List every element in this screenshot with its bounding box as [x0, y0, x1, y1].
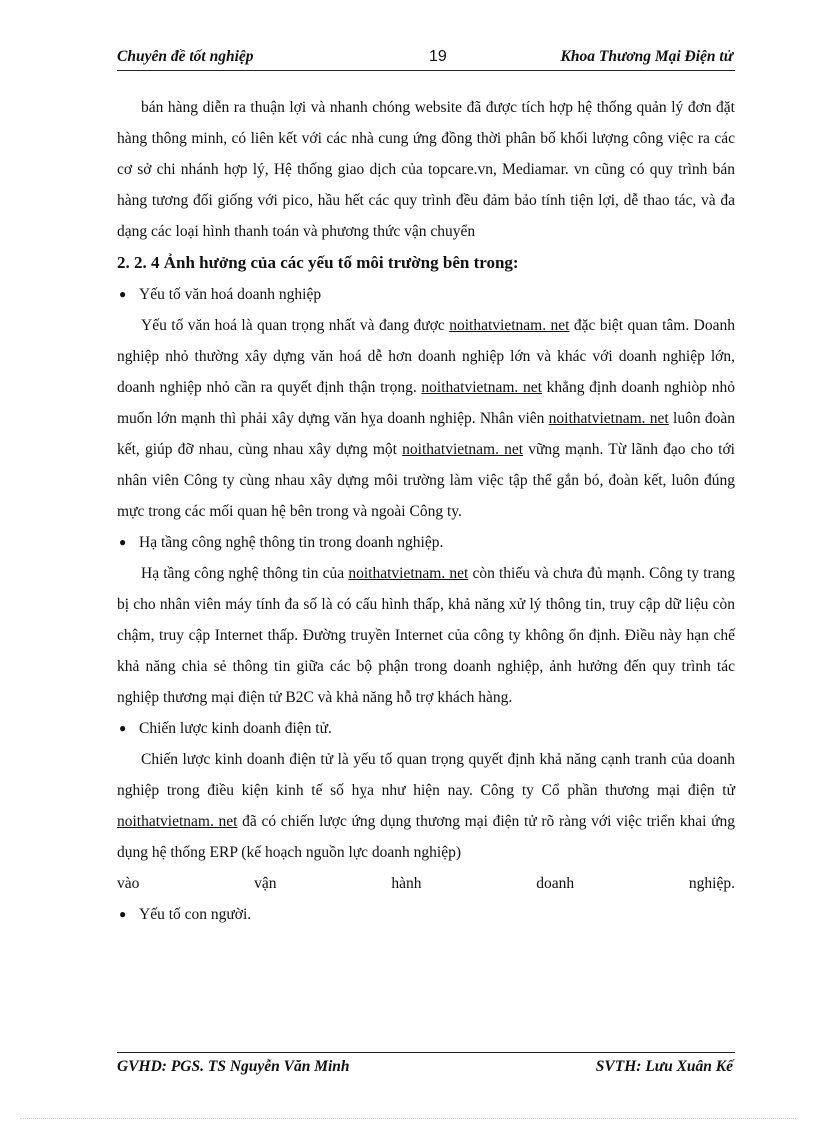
paragraph-1: bán hàng diễn ra thuận lợi và nhanh chóng website đã được tích hợp hệ thống quản lý đơn đặt hàng thông minh, có liên kết với các nhà cung ứng đồng thời phân bố khối lượng công việc ra các cơ sở chi nhánh hợp lý, Hệ thống giao dịch của topcare.vn, Mediamar. vn cũng có quy trình bán hàng tương đối giống với pico, hầu hết các quy trình đều đảm bảo tính tiện lợi, dễ thao tác, và đa dạng các loại hình thanh toán và phương thức vận chuyển: [117, 99, 735, 240]
paragraph-3: Hạ tầng công nghệ thông tin của noithatvietnam. net còn thiếu và chưa đủ mạnh. Công ty trang bị cho nhân viên máy tính đa số là có cấu hình thấp, khả năng xử lý thông tin, truy cập dữ liệu còn chậm, truy cập Internet thấp. Đường truyền Internet của công ty không ổn định. Điều này hạn chế khả năng chia sẻ thông tin giữa các bộ phận trong doanh nghiệp, ảnh hưởng đến quy trình tác nghiệp thương mại điện tử B2C và khả năng hỗ trợ khách hàng.: [117, 565, 735, 706]
site-link: noithatvietnam. net: [117, 813, 238, 830]
bullet-item-people: [117, 899, 735, 930]
site-link: noithatvietnam. net: [402, 441, 524, 458]
bullet-label: Hạ tầng công nghệ thông tin trong doanh nghiệp.: [139, 534, 444, 551]
footer-supervisor: GVHD: PGS. TS Nguyễn Văn Minh: [117, 1058, 350, 1075]
page-body: [117, 92, 735, 930]
bullet-label: Yếu tố con người.: [139, 906, 252, 923]
bullet-icon: ●: [119, 535, 127, 549]
footer-student: SVTH: Lưu Xuân Kế: [595, 1058, 733, 1075]
page-number: 19: [429, 48, 447, 65]
site-link: noithatvietnam. net: [348, 565, 469, 582]
header-course-title: Chuyên đề tốt nghiệp: [117, 48, 254, 65]
bullet-icon: ●: [119, 287, 127, 301]
bullet-item-ebusiness-strategy: [117, 713, 735, 744]
section-heading: 2. 2. 4 Ảnh hưởng của các yếu tố môi trường bên trong:: [117, 253, 519, 272]
bullet-item-culture: [117, 279, 735, 310]
site-link: noithatvietnam. net: [449, 317, 570, 334]
bullet-label: Chiến lược kinh doanh điện tử.: [139, 720, 332, 737]
bullet-label: Yếu tố văn hoá doanh nghiệp: [139, 286, 322, 303]
bullet-item-it-infrastructure: [117, 527, 735, 558]
paragraph-4-last-line: vào vận hành doanh nghiệp.: [117, 875, 735, 892]
paragraph-2: Yếu tố văn hoá là quan trọng nhất và đang được noithatvietnam. net đặc biệt quan tâm. Doanh nghiệp nhỏ thường xây dựng văn hoá dễ hơn doanh nghiệp lớn và khác với doanh nghiệp lớn, doanh nghiệp nhỏ cần ra quyết định thận trọng. noithatvietnam. net khẳng định doanh nghiòp nhỏ muốn lớn mạnh thì phải xây dựng văn hỵa doanh nghiệp. Nhân viên noithatvietnam. net luôn đoàn kết, giúp đỡ nhau, cùng nhau xây dựng một noithatvietnam. net vững mạnh. Từ lãnh đạo cho tới nhân viên Công ty cùng nhau xây dựng môi trường làm việc tập thể gắn bó, đoàn kết, luôn đúng mực trong các mối quan hệ bên trong và ngoài Công ty.: [117, 317, 735, 520]
header-faculty: Khoa Thương Mại Điện tử: [560, 48, 733, 65]
bullet-icon: ●: [119, 907, 127, 921]
page-footer: [117, 1052, 735, 1077]
page-edge-divider: [20, 1118, 796, 1119]
site-link: noithatvietnam. net: [421, 379, 542, 396]
site-link: noithatvietnam. net: [548, 410, 669, 427]
paragraph-4: Chiến lược kinh doanh điện tử là yếu tố quan trọng quyết định khả năng cạnh tranh của doanh nghiệp trong điều kiện kinh tế số hỵa như hiện nay. Công ty Cổ phần thương mại điện tử noithatvietnam. net đã có chiến lược ứng dụng thương mại điện tử rõ ràng với việc triển khai ứng dụng hệ thống ERP (kế hoạch nguồn lực doanh nghiệp): [117, 751, 735, 861]
page-header: [117, 46, 735, 71]
bullet-icon: ●: [119, 721, 127, 735]
